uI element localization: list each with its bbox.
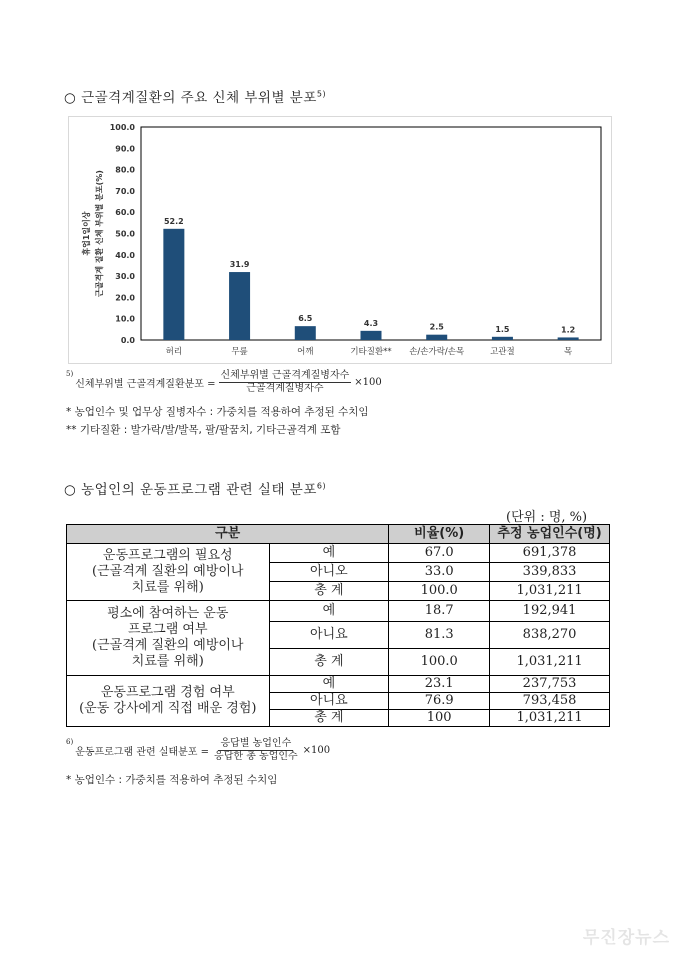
count-cell: 1,031,211 [490,710,610,727]
group-label: 운동프로그램의 필요성 (근골격계 질환의 예방이나 치료를 위해) [67,544,270,601]
answer-cell: 예 [269,544,389,563]
count-cell: 838,270 [490,622,610,649]
y-tick-label: 70.0 [115,186,135,196]
ratio-cell: 33.0 [389,563,490,582]
x-tick-label: 허리 [165,347,183,357]
ratio-cell: 67.0 [389,544,490,563]
table-row [67,601,610,622]
ratio-cell: 100 [389,710,490,727]
bar-value-label: 1.5 [495,324,510,334]
answer-cell: 총 계 [269,710,389,727]
x-tick-label: 목 [564,347,573,357]
header-category: 구분 [67,525,389,544]
bar [229,272,250,340]
table-row [67,676,610,693]
bar-value-label: 52.2 [163,216,184,226]
answer-cell: 예 [269,601,389,622]
answer-cell: 총 계 [269,582,389,601]
count-cell: 192,941 [490,601,610,622]
answer-cell: 아니요 [269,622,389,649]
answer-cell: 아니오 [269,563,389,582]
bar-value-label: 2.5 [429,322,444,332]
count-cell: 793,458 [490,693,610,710]
bar-value-label: 4.3 [363,318,379,328]
ratio-cell: 100.0 [389,649,490,676]
bar-chart [69,117,611,363]
y-tick-label: 40.0 [115,250,135,260]
count-cell: 339,833 [490,563,610,582]
bar [295,326,316,340]
note-1: * 농업인수 및 업무상 질병자수 : 가중치를 적용하여 추정된 수치임 [66,406,369,418]
y-tick-label: 30.0 [115,272,135,282]
watermark-logo: 무진장뉴스 [582,928,670,948]
note-3: * 농업인수 : 가중치를 적용하여 추정된 수치임 [66,774,278,786]
note-2: ** 기타질환 : 발가락/발/발목, 팔/팔꿈치, 기타근골격계 포함 [66,424,341,436]
y-tick-label: 60.0 [115,208,135,218]
y-tick-label: 20.0 [115,293,135,303]
y-axis-label-line1: 휴업1일이상 [82,211,91,256]
ratio-cell: 100.0 [389,582,490,601]
count-cell: 691,378 [490,544,610,563]
ratio-cell: 18.7 [389,601,490,622]
answer-cell: 총 계 [269,649,389,676]
bar-value-label: 31.9 [229,260,250,270]
y-tick-label: 100.0 [109,123,135,132]
bar [163,229,184,340]
chart-frame [68,116,612,364]
ratio-cell: 81.3 [389,622,490,649]
fraction: $\frac{\text{응답별 농업인수}}{\text{응답한 총 농업인수}}$ [214,738,298,762]
formula-2: 6) 운동프로그램 관련 실태분포 = $\frac{\text{응답별 농업인수}}{\text{응답한 총 농업인수}}$ ×100 [66,738,331,762]
bar-value-label: 1.2 [561,325,576,335]
x-tick-label: 손/손가락/손목 [409,347,465,357]
x-tick-label: 무릎 [231,347,248,357]
group-label: 운동프로그램 경험 여부 (운동 강사에게 직접 배운 경험) [67,676,270,727]
group-label: 평소에 참여하는 운동 프로그램 여부 (근골격계 질환의 예방이나 치료를 위해) [67,601,270,676]
section2-title: ○ 농업인의 운동프로그램 관련 실태 분포$^{6)}$ [64,481,327,498]
table-header-row [67,525,610,544]
fraction: $\frac{\text{신체부위별 근골격계질병자수}}{\text{근골격계질병자수}}$ [220,370,350,394]
plot-area [141,127,601,340]
unit-label: (단위 : 명, %) [506,510,588,525]
x-tick-label: 어깨 [297,347,314,357]
x-tick-label: 기타질환** [350,347,392,357]
bar [361,331,382,340]
answer-cell: 예 [269,676,389,693]
count-cell: 237,753 [490,676,610,693]
y-tick-label: 10.0 [115,314,135,324]
count-cell: 1,031,211 [490,649,610,676]
bar-value-label: 6.5 [298,314,313,324]
ratio-cell: 76.9 [389,693,490,710]
y-tick-label: 80.0 [115,165,135,175]
survey-table [66,524,610,727]
y-axis-label-line2: 근골격계 질환 신체 부위별 분포(%) [95,170,104,297]
answer-cell: 아니요 [269,693,389,710]
y-tick-label: 90.0 [115,144,135,154]
bar [426,335,447,340]
ratio-cell: 23.1 [389,676,490,693]
x-tick-label: 고관절 [490,347,515,357]
y-tick-label: 50.0 [115,229,135,239]
y-tick-label: 0.0 [120,336,135,345]
formula-1: 5) 신체부위별 근골격계질환분포 = $\frac{\text{신체부위별 근골격계질병자수}}{\text{근골격계질병자수}}$ ×100 [66,370,382,394]
bar [558,337,579,340]
table-row [67,544,610,563]
header-ratio: 비율(%) [389,525,490,544]
header-count: 추정 농업인수(명) [490,525,610,544]
bar [492,337,513,340]
count-cell: 1,031,211 [490,582,610,601]
section1-title: ○ 근골격계질환의 주요 신체 부위별 분포$^{5)}$ [64,89,327,106]
